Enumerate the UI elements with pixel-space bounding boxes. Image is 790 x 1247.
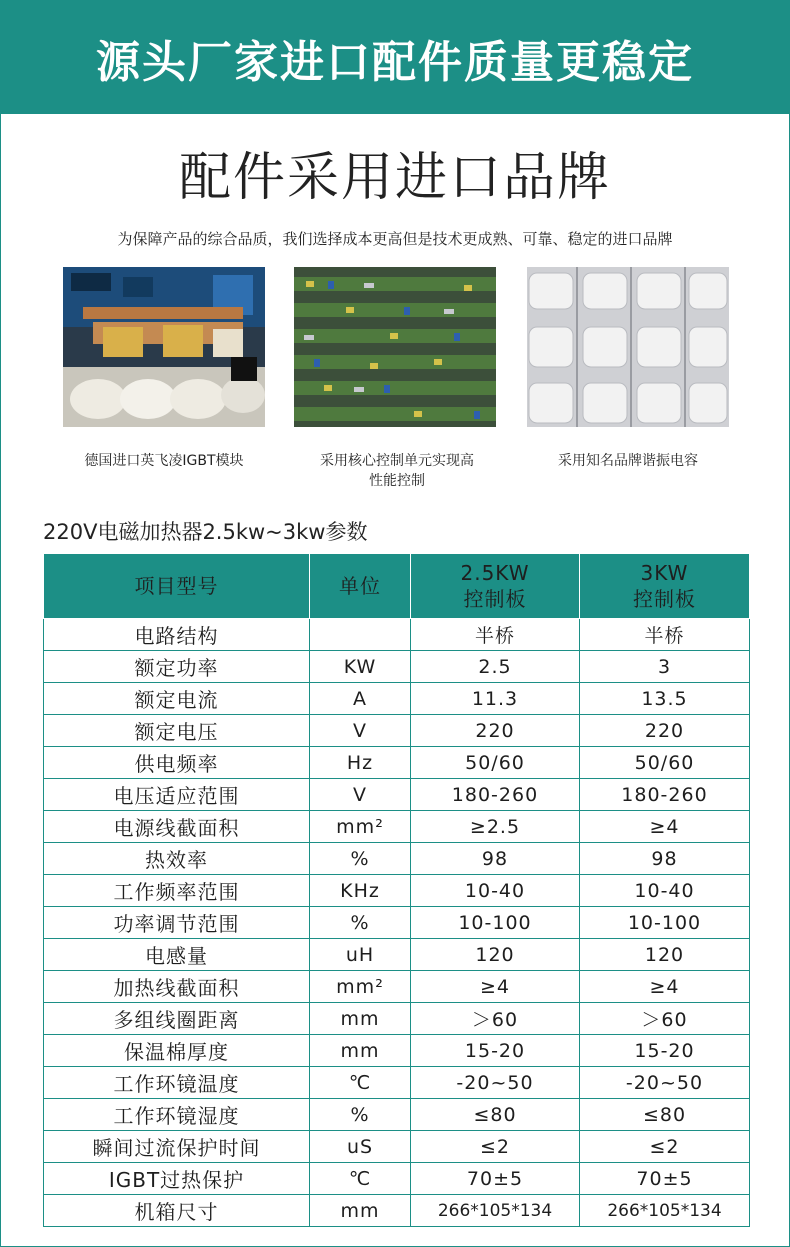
- igbt-module-photo: [63, 267, 265, 427]
- cell-unit: mm²: [310, 971, 411, 1003]
- cell-unit: ℃: [310, 1163, 411, 1195]
- cell-model-b: 266*105*134: [580, 1195, 750, 1227]
- cell-model-b: 50/60: [580, 747, 750, 779]
- cell-model-a: 2.5: [411, 651, 580, 683]
- cell-unit: mm: [310, 1003, 411, 1035]
- control-boards-photo: [294, 267, 496, 427]
- table-header-row: [44, 554, 750, 619]
- caption-line: 采用核心控制单元实现高: [320, 453, 474, 469]
- cell-model-a: ≥2.5: [411, 811, 580, 843]
- table-row: [44, 619, 750, 651]
- cell-item: 热效率: [44, 843, 310, 875]
- cell-item: 电压适应范围: [44, 779, 310, 811]
- page-title: 配件采用进口品牌: [178, 148, 611, 208]
- table-row: [44, 907, 750, 939]
- cell-item: IGBT过热保护: [44, 1163, 310, 1195]
- table-row: [44, 971, 750, 1003]
- spec-table-body: [44, 619, 750, 1227]
- cell-item: 额定功率: [44, 651, 310, 683]
- page-subtitle: 为保障产品的综合品质，我们选择成本更高但是技术更成熟、可靠、稳定的进口品牌: [117, 230, 673, 248]
- cell-item: 额定电压: [44, 715, 310, 747]
- cell-model-a: 70±5: [411, 1163, 580, 1195]
- cell-model-a: -20~50: [411, 1067, 580, 1099]
- cell-model-b: 3: [580, 651, 750, 683]
- table-row: [44, 715, 750, 747]
- cell-model-a: 15-20: [411, 1035, 580, 1067]
- cell-model-b: 180-260: [580, 779, 750, 811]
- caption-line: 性能控制: [369, 473, 425, 489]
- cell-item: 瞬间过流保护时间: [44, 1131, 310, 1163]
- table-row: [44, 811, 750, 843]
- cell-model-a: ≥4: [411, 971, 580, 1003]
- cell-item: 额定电流: [44, 683, 310, 715]
- cell-item: 工作频率范围: [44, 875, 310, 907]
- cell-model-a: 10-100: [411, 907, 580, 939]
- capacitors-photo: [527, 267, 729, 427]
- cell-model-b: 220: [580, 715, 750, 747]
- cell-model-b: -20~50: [580, 1067, 750, 1099]
- cell-model-b: 15-20: [580, 1035, 750, 1067]
- cell-model-b: 10-40: [580, 875, 750, 907]
- cell-unit: [310, 619, 411, 651]
- cell-unit: ℃: [310, 1067, 411, 1099]
- cell-item: 保温棉厚度: [44, 1035, 310, 1067]
- cell-item: 工作环镜温度: [44, 1067, 310, 1099]
- cell-model-b: 10-100: [580, 907, 750, 939]
- cell-model-a: 220: [411, 715, 580, 747]
- cell-item: 电感量: [44, 939, 310, 971]
- cell-model-b: ≥4: [580, 811, 750, 843]
- cell-model-a: 98: [411, 843, 580, 875]
- cell-model-a: 半桥: [411, 619, 580, 651]
- cell-model-a: ≤2: [411, 1131, 580, 1163]
- header-item: 项目型号: [44, 554, 310, 619]
- cell-unit: A: [310, 683, 411, 715]
- banner-title: 源头厂家进口配件质量更稳定: [96, 36, 694, 88]
- table-row: [44, 1035, 750, 1067]
- cell-item: 功率调节范围: [44, 907, 310, 939]
- table-row: [44, 651, 750, 683]
- cell-model-a: 266*105*134: [411, 1195, 580, 1227]
- spec-table: [43, 553, 750, 1227]
- table-title: 220V电磁加热器2.5kw~3kw参数: [43, 520, 368, 544]
- cell-unit: %: [310, 1099, 411, 1131]
- table-row: [44, 939, 750, 971]
- cell-model-b: ＞60: [580, 1003, 750, 1035]
- cell-model-b: 70±5: [580, 1163, 750, 1195]
- cell-unit: V: [310, 779, 411, 811]
- table-row: [44, 747, 750, 779]
- cell-model-b: 120: [580, 939, 750, 971]
- cell-item: 电源线截面积: [44, 811, 310, 843]
- cell-model-a: 120: [411, 939, 580, 971]
- cell-item: 供电频率: [44, 747, 310, 779]
- cell-item: 加热线截面积: [44, 971, 310, 1003]
- photo-caption-2: [287, 451, 507, 491]
- cell-model-a: 11.3: [411, 683, 580, 715]
- cell-model-b: ≤80: [580, 1099, 750, 1131]
- cell-model-a: 10-40: [411, 875, 580, 907]
- caption-line: 采用知名品牌谐振电容: [558, 453, 698, 469]
- table-row: [44, 1131, 750, 1163]
- table-row: [44, 1163, 750, 1195]
- table-row: [44, 1067, 750, 1099]
- cell-model-b: 13.5: [580, 683, 750, 715]
- cell-model-b: ≤2: [580, 1131, 750, 1163]
- cell-unit: KHz: [310, 875, 411, 907]
- cell-model-a: ≤80: [411, 1099, 580, 1131]
- header-unit: 单位: [310, 554, 411, 619]
- cell-model-b: 半桥: [580, 619, 750, 651]
- header-model-b: 3KW 控制板: [580, 554, 750, 619]
- cell-unit: mm²: [310, 811, 411, 843]
- cell-model-b: 98: [580, 843, 750, 875]
- cell-model-a: ＞60: [411, 1003, 580, 1035]
- cell-item: 工作环镜湿度: [44, 1099, 310, 1131]
- table-row: [44, 779, 750, 811]
- cell-model-b: ≥4: [580, 971, 750, 1003]
- table-row: [44, 875, 750, 907]
- photo-caption-3: [518, 451, 738, 471]
- table-row: [44, 1099, 750, 1131]
- cell-unit: uS: [310, 1131, 411, 1163]
- cell-item: 电路结构: [44, 619, 310, 651]
- cell-unit: mm: [310, 1035, 411, 1067]
- photo-strip: [1, 267, 790, 427]
- cell-unit: Hz: [310, 747, 411, 779]
- photo-caption-1: [54, 451, 274, 471]
- cell-unit: %: [310, 907, 411, 939]
- cell-unit: V: [310, 715, 411, 747]
- cell-model-a: 50/60: [411, 747, 580, 779]
- top-banner: [1, 1, 789, 114]
- cell-item: 多组线圈距离: [44, 1003, 310, 1035]
- table-row: [44, 843, 750, 875]
- table-row: [44, 683, 750, 715]
- cell-unit: mm: [310, 1195, 411, 1227]
- cell-model-a: 180-260: [411, 779, 580, 811]
- cell-unit: %: [310, 843, 411, 875]
- header-model-a: 2.5KW 控制板: [411, 554, 580, 619]
- cell-unit: uH: [310, 939, 411, 971]
- cell-item: 机箱尺寸: [44, 1195, 310, 1227]
- table-row: [44, 1195, 750, 1227]
- cell-unit: KW: [310, 651, 411, 683]
- caption-line: 德国进口英飞凌IGBT模块: [84, 453, 244, 469]
- table-row: [44, 1003, 750, 1035]
